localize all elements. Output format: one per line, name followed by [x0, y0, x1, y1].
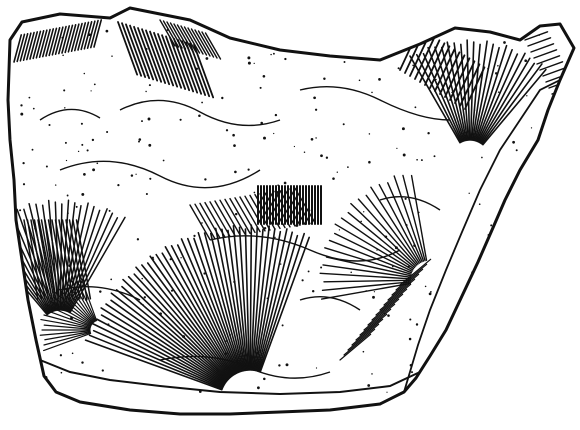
stipple-dot — [411, 371, 413, 373]
stipple-dot — [416, 323, 418, 325]
stipple-dot — [371, 92, 373, 94]
stipple-dot — [469, 193, 470, 194]
stipple-dot — [204, 178, 206, 180]
stipple-dot — [451, 341, 452, 342]
stipple-dot — [275, 114, 277, 116]
stipple-dot — [302, 279, 304, 281]
stipple-dot — [532, 194, 534, 196]
stipple-dot — [427, 132, 429, 134]
stipple-dot — [384, 313, 385, 314]
stipple-dot — [248, 169, 250, 171]
stipple-dot — [263, 192, 265, 194]
stipple-dot — [65, 142, 67, 144]
stipple-dot — [260, 122, 263, 125]
stipple-dot — [177, 40, 179, 42]
stipple-dot — [201, 102, 203, 104]
stipple-dot — [225, 352, 228, 355]
stipple-dot — [70, 300, 72, 302]
stipple-dot — [163, 160, 165, 162]
stipple-dot — [409, 338, 412, 341]
stipple-dot — [511, 326, 513, 328]
stipple-dot — [497, 65, 499, 67]
stipple-dot — [512, 141, 515, 144]
stipple-dot — [199, 390, 202, 393]
stipple-dot — [273, 133, 274, 134]
stipple-dot — [312, 290, 314, 292]
stipple-dot — [531, 127, 532, 128]
stipple-dot — [485, 127, 486, 128]
stipple-dot — [350, 272, 352, 274]
stipple-dot — [258, 220, 261, 223]
stipple-dot — [526, 95, 527, 96]
stipple-dot — [198, 114, 201, 117]
stipple-dot — [311, 138, 314, 141]
stipple-dot — [63, 89, 65, 91]
stipple-dot — [221, 97, 223, 99]
stipple-dot — [282, 324, 284, 326]
stipple-dot — [138, 138, 141, 141]
stipple-dot — [234, 171, 237, 174]
stipple-dot — [371, 373, 373, 375]
stipple-dot — [257, 386, 260, 389]
stipple-dot — [304, 151, 305, 152]
stipple-dot — [458, 328, 461, 331]
stipple-dot — [316, 367, 317, 368]
stipple-dot — [145, 91, 146, 92]
stipple-dot — [539, 35, 540, 36]
stipple-dot — [451, 92, 452, 93]
stipple-dot — [203, 272, 205, 274]
stipple-dot — [368, 161, 371, 164]
stipple-dot — [159, 312, 162, 315]
stipple-dot — [29, 97, 31, 99]
stipple-dot — [149, 178, 151, 180]
stipple-dot — [72, 353, 74, 355]
stipple-dot — [146, 48, 148, 50]
stipple-dot — [236, 360, 238, 362]
stipple-dot — [46, 165, 48, 167]
stipple-dot — [96, 162, 98, 164]
stipple-dot — [421, 159, 423, 161]
stipple-dot — [451, 95, 453, 97]
stipple-dot — [68, 264, 71, 267]
stipple-dot — [516, 149, 518, 151]
stipple-dot — [88, 33, 91, 36]
stipple-dot — [513, 250, 514, 251]
stipple-dot — [109, 210, 111, 212]
stipple-dot — [280, 263, 281, 264]
stipple-dot — [286, 363, 289, 366]
stipple-dot — [225, 341, 226, 342]
stipple-dot — [248, 62, 251, 65]
stipple-dot — [61, 37, 63, 39]
stipple-dot — [68, 212, 69, 213]
stipple-dot — [519, 193, 521, 195]
stipple-dot — [411, 38, 413, 40]
stipple-dot — [360, 221, 362, 223]
stipple-dot — [111, 55, 113, 57]
stipple-dot — [144, 296, 146, 298]
stipple-dot — [481, 157, 483, 159]
stipple-dot — [413, 244, 416, 247]
stipple-dot — [34, 228, 36, 230]
stipple-dot — [323, 78, 325, 80]
stipple-dot — [20, 113, 23, 116]
stipple-dot — [429, 396, 430, 397]
stipple-dot — [88, 331, 90, 333]
stipple-dot — [137, 238, 139, 240]
stipple-dot — [277, 193, 279, 195]
stipple-dot — [84, 73, 86, 75]
stipple-dot — [522, 372, 525, 375]
stipple-dot — [315, 137, 316, 138]
stipple-dot — [273, 53, 275, 55]
stipple-dot — [153, 258, 154, 259]
stipple-dot — [81, 144, 83, 146]
stipple-dot — [81, 123, 83, 125]
stipple-dot — [344, 61, 346, 63]
stipple-dot — [99, 290, 101, 292]
stipple-dot — [429, 293, 432, 296]
stipple-dot — [315, 109, 317, 111]
stipple-dot — [385, 235, 388, 238]
stipple-dot — [152, 257, 154, 259]
stipple-dot — [270, 54, 271, 55]
stipple-dot — [149, 84, 151, 86]
stipple-dot — [92, 139, 94, 141]
stipple-dot — [263, 378, 266, 381]
stipple-dot — [498, 91, 500, 93]
stipple-dot — [91, 90, 92, 91]
stipple-dot — [502, 264, 505, 267]
stipple-dot — [337, 172, 338, 173]
stipple-dot — [521, 324, 524, 327]
stipple-dot — [416, 159, 418, 161]
stipple-dot — [430, 291, 432, 293]
stipple-dot — [235, 213, 237, 215]
stipple-dot — [536, 343, 539, 346]
stipple-dot — [64, 107, 65, 108]
stipple-dot — [67, 195, 69, 197]
stipple-dot — [267, 297, 269, 299]
stipple-dot — [533, 264, 536, 267]
stipple-dot — [488, 234, 490, 236]
stipple-dot — [61, 372, 63, 374]
stipple-dot — [518, 220, 519, 221]
stipple-dot — [410, 364, 413, 367]
stipple-dot — [414, 106, 416, 108]
stipple-dot — [294, 146, 295, 147]
stipple-dot — [403, 154, 406, 157]
stipple-dot — [229, 334, 231, 336]
stipple-dot — [392, 266, 394, 268]
stipple-dot — [76, 206, 78, 208]
stipple-dot — [320, 267, 322, 269]
stipple-dot — [140, 303, 142, 305]
stipple-dot — [311, 210, 313, 212]
stipple-dot — [191, 40, 192, 41]
stipple-dot — [81, 361, 83, 363]
stipple-dot — [278, 364, 280, 366]
stipple-dot — [70, 317, 73, 320]
stipple-dot — [277, 184, 279, 186]
stipple-dot — [395, 246, 398, 249]
stipple-dot — [87, 149, 89, 151]
stipple-dot — [206, 57, 209, 60]
stipple-dot — [490, 284, 493, 287]
stipple-dot — [372, 296, 375, 299]
stipple-dot — [78, 151, 79, 152]
stipple-dot — [260, 87, 262, 89]
stipple-dot — [434, 155, 436, 157]
stipple-dot — [474, 109, 475, 110]
stipple-dot — [378, 78, 381, 81]
stipple-dot — [21, 391, 23, 393]
stipple-dot — [27, 322, 28, 323]
stipple-dot — [102, 369, 104, 371]
stipple-dot — [146, 193, 148, 195]
stipple-dot — [418, 212, 420, 214]
stipple-dot — [180, 257, 181, 258]
stipple-dot — [363, 351, 365, 353]
stipple-dot — [398, 67, 400, 69]
stipple-dot — [347, 166, 349, 168]
stipple-dot — [376, 249, 377, 250]
stipple-dot — [274, 237, 275, 238]
stipple-dot — [412, 65, 414, 67]
stipple-dot — [182, 335, 185, 338]
stipple-dot — [148, 118, 151, 121]
stipple-dot — [313, 96, 316, 99]
stipple-dot — [386, 392, 387, 393]
stipple-dot — [193, 235, 195, 237]
stipple-dot — [479, 203, 481, 205]
stipple-dot — [131, 174, 133, 176]
stipple-dot — [374, 291, 375, 292]
stipple-dot — [402, 127, 405, 130]
stipple-dot — [85, 298, 88, 301]
stipple-dot — [523, 360, 525, 362]
stipple-dot — [22, 162, 24, 164]
stipple-dot — [68, 247, 70, 249]
stipple-dot — [250, 355, 253, 358]
stipple-dot — [435, 79, 436, 80]
stipple-dot — [23, 183, 25, 185]
stipple-dot — [359, 80, 361, 82]
stipple-dot — [33, 108, 35, 110]
stipple-dot — [135, 174, 136, 175]
stipple-dot — [320, 154, 323, 157]
stipple-dot — [471, 271, 472, 272]
central-shell-ribs — [250, 225, 251, 370]
stipple-dot — [487, 68, 489, 70]
stipple-dot — [107, 323, 109, 325]
stipple-dot — [519, 255, 521, 257]
stipple-dot — [413, 54, 415, 56]
stipple-dot — [247, 56, 250, 59]
stipple-dot — [284, 58, 286, 60]
stipple-dot — [201, 222, 203, 224]
stipple-dot — [339, 229, 340, 230]
stipple-dot — [20, 104, 22, 106]
stipple-dot — [148, 144, 151, 147]
stipple-dot — [343, 123, 345, 125]
stipple-dot — [480, 380, 482, 382]
stipple-dot — [456, 382, 458, 384]
stipple-dot — [141, 120, 143, 122]
stipple-dot — [326, 157, 328, 159]
stipple-dot — [62, 55, 64, 57]
stipple-dot — [147, 74, 149, 76]
stipple-dot — [264, 227, 266, 229]
stipple-dot — [295, 224, 298, 227]
stipple-dot — [66, 160, 67, 161]
stipple-dot — [254, 192, 256, 194]
stipple-dot — [405, 198, 407, 200]
stipple-dot — [254, 63, 255, 64]
stipple-dot — [363, 211, 364, 212]
stipple-dot — [167, 29, 169, 31]
stipple-dot — [83, 173, 86, 176]
stipple-dot — [69, 300, 70, 301]
stipple-dot — [425, 286, 427, 288]
stipple-dot — [55, 184, 56, 185]
stipple-dot — [256, 352, 258, 354]
stipple-dot — [94, 84, 96, 86]
stipple-dot — [369, 51, 372, 54]
stipple-dot — [233, 144, 236, 147]
stipple-dot — [48, 124, 50, 126]
stipple-dot — [233, 281, 235, 283]
stipple-dot — [23, 309, 25, 311]
stipple-dot — [110, 279, 112, 281]
stipple-dot — [405, 224, 407, 226]
stipple-dot — [513, 30, 515, 32]
stipple-dot — [524, 59, 527, 62]
stipple-dot — [332, 177, 335, 180]
stipple-dot — [226, 129, 228, 131]
stipple-dot — [428, 367, 430, 369]
stipple-dot — [81, 193, 84, 196]
stipple-dot — [490, 224, 492, 226]
stipple-dot — [117, 184, 119, 186]
stipple-dot — [28, 320, 30, 322]
stipple-dot — [409, 318, 411, 320]
stipple-dot — [92, 168, 95, 171]
stipple-dot — [491, 251, 493, 253]
stipple-dot — [106, 131, 108, 133]
stipple-dot — [495, 72, 497, 74]
stipple-dot — [533, 205, 536, 208]
stipple-dot — [171, 290, 173, 292]
stipple-dot — [142, 304, 143, 305]
stipple-dot — [60, 354, 62, 356]
stipple-dot — [396, 148, 397, 149]
stipple-dot — [32, 149, 34, 151]
stipple-dot — [387, 314, 390, 317]
stipple-dot — [66, 221, 68, 223]
stipple-dot — [503, 41, 506, 44]
stipple-dot — [534, 273, 535, 274]
stipple-dot — [196, 68, 198, 70]
stipple-dot — [263, 137, 266, 140]
stipple-dot — [138, 141, 140, 143]
stipple-dot — [284, 182, 287, 185]
stipple-dot — [141, 278, 142, 279]
stipple-dot — [19, 209, 21, 211]
stipple-dot — [170, 258, 172, 260]
stipple-dot — [106, 30, 109, 33]
stipple-dot — [366, 290, 367, 291]
stipple-dot — [232, 134, 235, 137]
stipple-dot — [259, 350, 260, 351]
stipple-dot — [408, 266, 410, 268]
stipple-dot — [263, 75, 266, 78]
stipple-dot — [367, 384, 370, 387]
stipple-dot — [180, 119, 182, 121]
stipple-dot — [369, 133, 371, 135]
stipple-dot — [308, 270, 310, 272]
